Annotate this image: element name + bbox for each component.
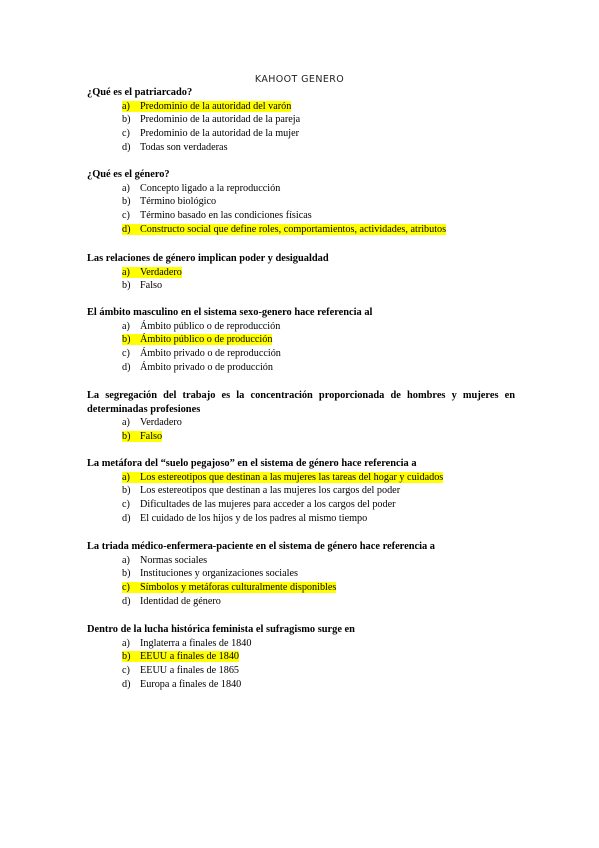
answer-option: a) Predominio de la autoridad del varón [122, 100, 292, 112]
question-block-1 [87, 86, 515, 155]
answer-option: d) Todas son verdaderas [122, 141, 228, 153]
question-text: La metáfora del “suelo pegajoso” en el sistema de género hace referencia a [87, 458, 417, 469]
question-text: La triada médico-enfermera-paciente en el sistema de género hace referencia a [87, 541, 435, 552]
document-title: KAHOOT GENERO [254, 74, 345, 85]
question-text: El ámbito masculino en el sistema sexo-genero hace referencia al [87, 307, 373, 318]
question-block-2 [87, 168, 515, 237]
answer-option: a) Normas sociales [122, 554, 208, 566]
answer-option: a) Los estereotipos que destinan a las mujeres las tareas del hogar y cuidados [122, 471, 444, 483]
answer-option: a) Verdadero [122, 266, 182, 278]
answer-option: c) Dificultades de las mujeres para acceder a los cargos del poder [122, 499, 396, 511]
question-text: Dentro de la lucha histórica feminista el sufragismo surge en [87, 624, 355, 635]
answer-option: c) EEUU a finales de 1865 [122, 665, 240, 677]
answer-option: b) Ámbito público o de producción [122, 334, 273, 346]
answer-option: b) Falso [122, 430, 163, 442]
question-block-8 [87, 623, 515, 692]
question-text: Las relaciones de género implican poder y desigualdad [87, 253, 329, 264]
answer-option: d) Identidad de género [122, 595, 221, 607]
question-block-6 [87, 457, 515, 526]
answer-option: b) Instituciones y organizaciones sociales [122, 568, 298, 580]
answer-option: a) Ámbito público o de reproducción [122, 320, 281, 332]
answer-option: d) Europa a finales de 1840 [122, 678, 242, 690]
answer-option: c) Símbolos y metáforas culturalmente disponibles [122, 582, 337, 594]
answer-option: b) Falso [122, 280, 163, 292]
question-text: ¿Qué es el patriarcado? [87, 87, 193, 98]
question-block-3 [87, 252, 515, 293]
answer-option: b) Los estereotipos que destinan a las mujeres los cargos del poder [122, 485, 401, 497]
question-block-4 [87, 306, 515, 375]
answer-option: d) Ámbito privado o de producción [122, 361, 273, 373]
answer-option: c) Ámbito privado o de reproducción [122, 348, 281, 360]
answer-option: a) Inglaterra a finales de 1840 [122, 637, 252, 649]
answer-option: c) Término basado en las condiciones físicas [122, 210, 312, 222]
answer-option: c) Predominio de la autoridad de la mujer [122, 128, 299, 140]
answer-option: b) Predominio de la autoridad de la pareja [122, 114, 301, 126]
answer-option: b) EEUU a finales de 1840 [122, 651, 240, 663]
answer-option: a) Concepto ligado a la reproducción [122, 182, 281, 194]
question-block-5 [87, 389, 515, 444]
question-text: La segregación del trabajo es la concentración proporcionada de hombres y mujeres en determinadas profesiones [87, 390, 515, 415]
answer-option: d) Constructo social que define roles, comportamientos, actividades, atributos [122, 223, 447, 235]
answer-option: b) Término biológico [122, 196, 217, 208]
answer-option: d) El cuidado de los hijos y de los padres al mismo tiempo [122, 512, 368, 524]
answer-option: a) Verdadero [122, 417, 182, 429]
question-text: ¿Qué es el género? [87, 169, 170, 180]
question-block-7 [87, 540, 515, 609]
